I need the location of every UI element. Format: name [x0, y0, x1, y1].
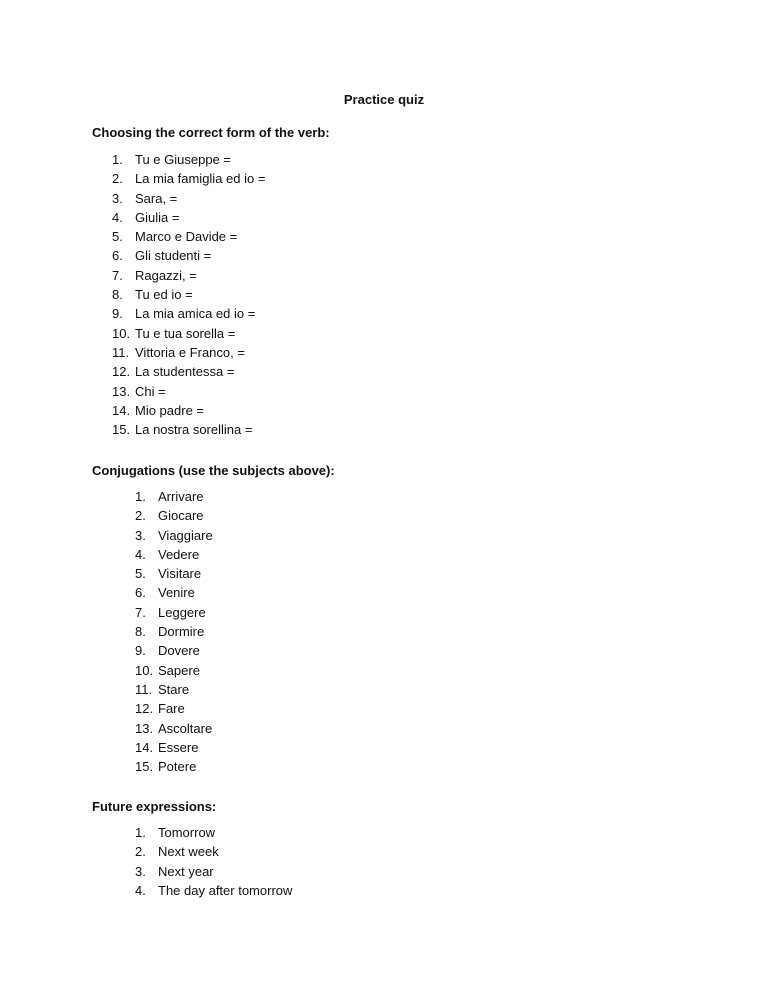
list-item-number: 6. [135, 585, 146, 601]
list-item-text: Tu ed io = [135, 287, 193, 303]
list-item-text: Leggere [158, 604, 206, 620]
list-item-text: Dormire [158, 624, 205, 640]
list-item-number: 3. [135, 527, 146, 543]
section-heading-verb-forms: Choosing the correct form of the verb: [92, 125, 330, 140]
list-item-number: 13. [112, 383, 131, 399]
list-item-number: 9. [135, 643, 146, 659]
list-item [135, 823, 292, 842]
list-item [112, 150, 265, 169]
list-item [135, 757, 213, 776]
list-item-number: 8. [112, 287, 123, 303]
list-item-number: 15. [135, 759, 154, 775]
list-item-text: Vittoria e Franco, = [135, 344, 245, 360]
list-item [112, 266, 265, 285]
list-item-text: La mia famiglia ed io = [135, 171, 266, 187]
page-title: Practice quiz [343, 92, 425, 107]
list-item-number: 13. [135, 720, 154, 736]
list-item-text: Stare [158, 681, 190, 697]
list-item [135, 680, 213, 699]
list-item-text: Tomorrow [158, 825, 216, 840]
list-item-number: 3. [112, 190, 123, 206]
list-item-text: La studentessa = [135, 364, 235, 380]
section-heading-future-expressions: Future expressions: [92, 799, 217, 814]
list-item-text: Mio padre = [135, 402, 205, 418]
list-item-text: Vedere [158, 546, 200, 562]
list-item-number: 3. [135, 863, 146, 879]
list-item-text: The day after tomorrow [158, 882, 293, 898]
list-item [112, 304, 265, 323]
list-item [135, 526, 213, 545]
list-item-number: 11. [112, 344, 130, 360]
list-item [135, 564, 213, 583]
list-item-number: 14. [135, 739, 154, 755]
list-item-text: Dovere [158, 643, 200, 659]
list-item-text: La mia amica ed io = [135, 306, 256, 322]
list-item [112, 227, 265, 246]
list-item-text: Sara, = [135, 190, 178, 206]
list-item-text: Giulia = [135, 209, 180, 225]
list-item-number: 5. [112, 229, 123, 245]
list-item-text: Chi = [135, 383, 166, 399]
list-item-text: Arrivare [158, 489, 204, 504]
list-item [135, 862, 292, 881]
list-item [135, 881, 292, 900]
section-heading-conjugations: Conjugations (use the subjects above): [92, 463, 335, 478]
list-item-text: Tu e tua sorella = [135, 325, 236, 341]
list-item [135, 738, 213, 757]
list-item [135, 506, 213, 525]
list-item-number: 2. [112, 171, 123, 187]
list-item-number: 12. [112, 364, 131, 380]
list-item-text: Ascoltare [158, 720, 213, 736]
list-item [135, 622, 213, 641]
list-item-number: 4. [135, 882, 146, 898]
conjugations-list [135, 487, 213, 776]
list-item-number: 15. [112, 422, 131, 438]
list-item-text: Gli studenti = [135, 248, 212, 264]
list-item-number: 2. [135, 844, 146, 860]
list-item-number: 1. [112, 152, 123, 167]
list-item-text: Next year [158, 863, 214, 879]
list-item-number: 8. [135, 624, 146, 640]
list-item-number: 4. [112, 209, 123, 225]
list-item-number: 5. [135, 566, 146, 582]
list-item [135, 661, 213, 680]
list-item [112, 169, 265, 188]
list-item [112, 285, 265, 304]
list-item-text: Essere [158, 739, 199, 755]
list-item-number: 9. [112, 306, 123, 322]
list-item-text: Marco e Davide = [135, 229, 238, 245]
list-item [112, 382, 265, 401]
list-item [135, 699, 213, 718]
list-item-text: Viaggiare [158, 527, 213, 543]
list-item-number: 1. [135, 825, 146, 840]
list-item-text: Fare [158, 701, 185, 717]
list-item-text: Ragazzi, = [135, 267, 197, 283]
list-item-number: 1. [135, 489, 146, 504]
list-item [135, 545, 213, 564]
list-item [135, 641, 213, 660]
list-item [135, 842, 292, 861]
list-item-text: Sapere [158, 662, 200, 678]
list-item-number: 10. [112, 325, 131, 341]
list-item-text: Tu e Giuseppe = [135, 152, 231, 167]
list-item-number: 6. [112, 248, 123, 264]
list-item-text: Potere [158, 759, 197, 775]
list-item [112, 401, 265, 420]
list-item [135, 487, 213, 506]
list-item-text: Giocare [158, 508, 204, 524]
list-item [112, 324, 265, 343]
list-item [112, 246, 265, 265]
list-item [112, 420, 265, 439]
list-item-number: 14. [112, 402, 131, 418]
list-item-number: 7. [135, 604, 146, 620]
list-item-text: Venire [158, 585, 195, 601]
list-item-number: 7. [112, 267, 123, 283]
list-item [112, 208, 265, 227]
list-item [135, 719, 213, 738]
list-item-text: Visitare [158, 566, 202, 582]
list-item-number: 2. [135, 508, 146, 524]
list-item [112, 343, 265, 362]
list-item [135, 583, 213, 602]
future-expressions-list [135, 823, 292, 900]
list-item-text: La nostra sorellina = [135, 422, 253, 438]
list-item-number: 12. [135, 701, 154, 717]
list-item [112, 362, 265, 381]
verb-forms-list [112, 150, 265, 439]
list-item [112, 189, 265, 208]
list-item-number: 4. [135, 546, 146, 562]
list-item-number: 10. [135, 662, 154, 678]
list-item-number: 11. [135, 681, 153, 697]
list-item [135, 603, 213, 622]
list-item-text: Next week [158, 844, 219, 860]
